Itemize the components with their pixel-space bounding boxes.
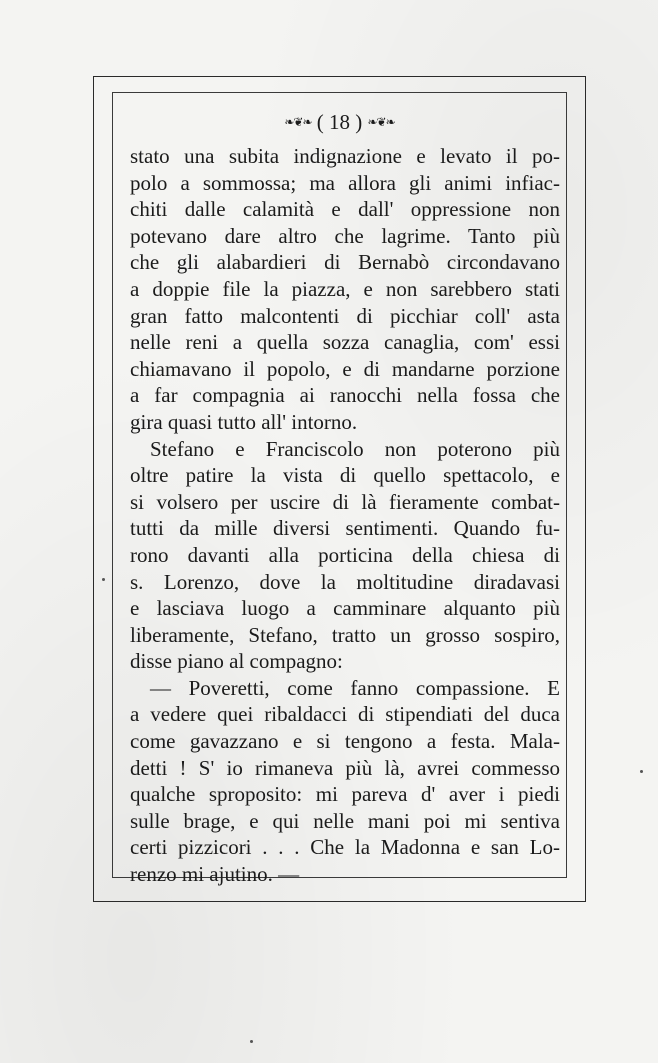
text-line: chiti dalle calamità e dall' oppressione non — [130, 197, 560, 222]
ink-speck — [640, 770, 643, 773]
text-line: oltre patire la vista di quello spettacolo, e — [130, 463, 560, 488]
text-line: gran fatto malcontenti di picchiar coll' asta — [130, 303, 560, 328]
text-line: certi pizzicori . . . Che la Madonna e san Lo- — [130, 835, 560, 860]
text-line: — Poveretti, come fanno compassione. E — [150, 675, 560, 700]
text-line: stato una subita indignazione e levato il po- — [130, 144, 560, 168]
ornament-right-icon: ❧❦❧ — [367, 115, 395, 129]
text-line: a far compagnia ai ranocchi nella fossa che — [130, 383, 560, 408]
page-header — [112, 110, 567, 135]
text-line: a doppie file la piazza, e non sarebbero stati — [130, 276, 560, 301]
text-line: sulle brage, e qui nelle mani poi mi sentiva — [130, 808, 560, 833]
text-line: rono davanti alla porticina della chiesa di — [130, 542, 560, 567]
text-line: liberamente, Stefano, tratto un grosso sospiro, — [130, 622, 560, 647]
text-line: polo a sommossa; ma allora gli animi infiac- — [130, 170, 560, 195]
text-line: nelle reni a quella sozza canaglia, com' essi — [130, 330, 560, 355]
text-line: e lasciava luogo a camminare alquanto più — [130, 596, 560, 621]
text-line: Stefano e Franciscolo non poterono più — [150, 436, 560, 461]
body-text — [130, 143, 560, 888]
text-line: renzo mi ajutino. — — [130, 862, 300, 887]
text-line: chiamavano il popolo, e di mandarne porzione — [130, 356, 560, 381]
ink-speck — [250, 1040, 253, 1043]
text-line: gira quasi tutto all' intorno. — [130, 409, 358, 434]
text-line: si volsero per uscire di là fieramente combat- — [130, 489, 560, 514]
text-line: s. Lorenzo, dove la moltitudine diradavasi — [130, 569, 560, 594]
text-line: tutti da mille diversi sentimenti. Quando fu- — [130, 516, 560, 541]
text-line: come gavazzano e si tengono a festa. Mala- — [130, 729, 560, 754]
text-line: potevano dare altro che lagrime. Tanto più — [130, 223, 560, 248]
text-line: che gli alabardieri di Bernabò circondavano — [130, 250, 560, 275]
ornament-left-icon: ❧❦❧ — [284, 115, 312, 129]
ink-speck — [102, 578, 105, 581]
text-line: disse piano al compagno: — [130, 649, 343, 674]
page-number: ( 18 ) — [316, 110, 363, 134]
text-line: qualche sproposito: mi pareva d' aver i piedi — [130, 782, 560, 807]
text-line: a vedere quei ribaldacci di stipendiati del duca — [130, 702, 560, 727]
text-line: detti ! S' io rimaneva più là, avrei commesso — [130, 755, 560, 780]
